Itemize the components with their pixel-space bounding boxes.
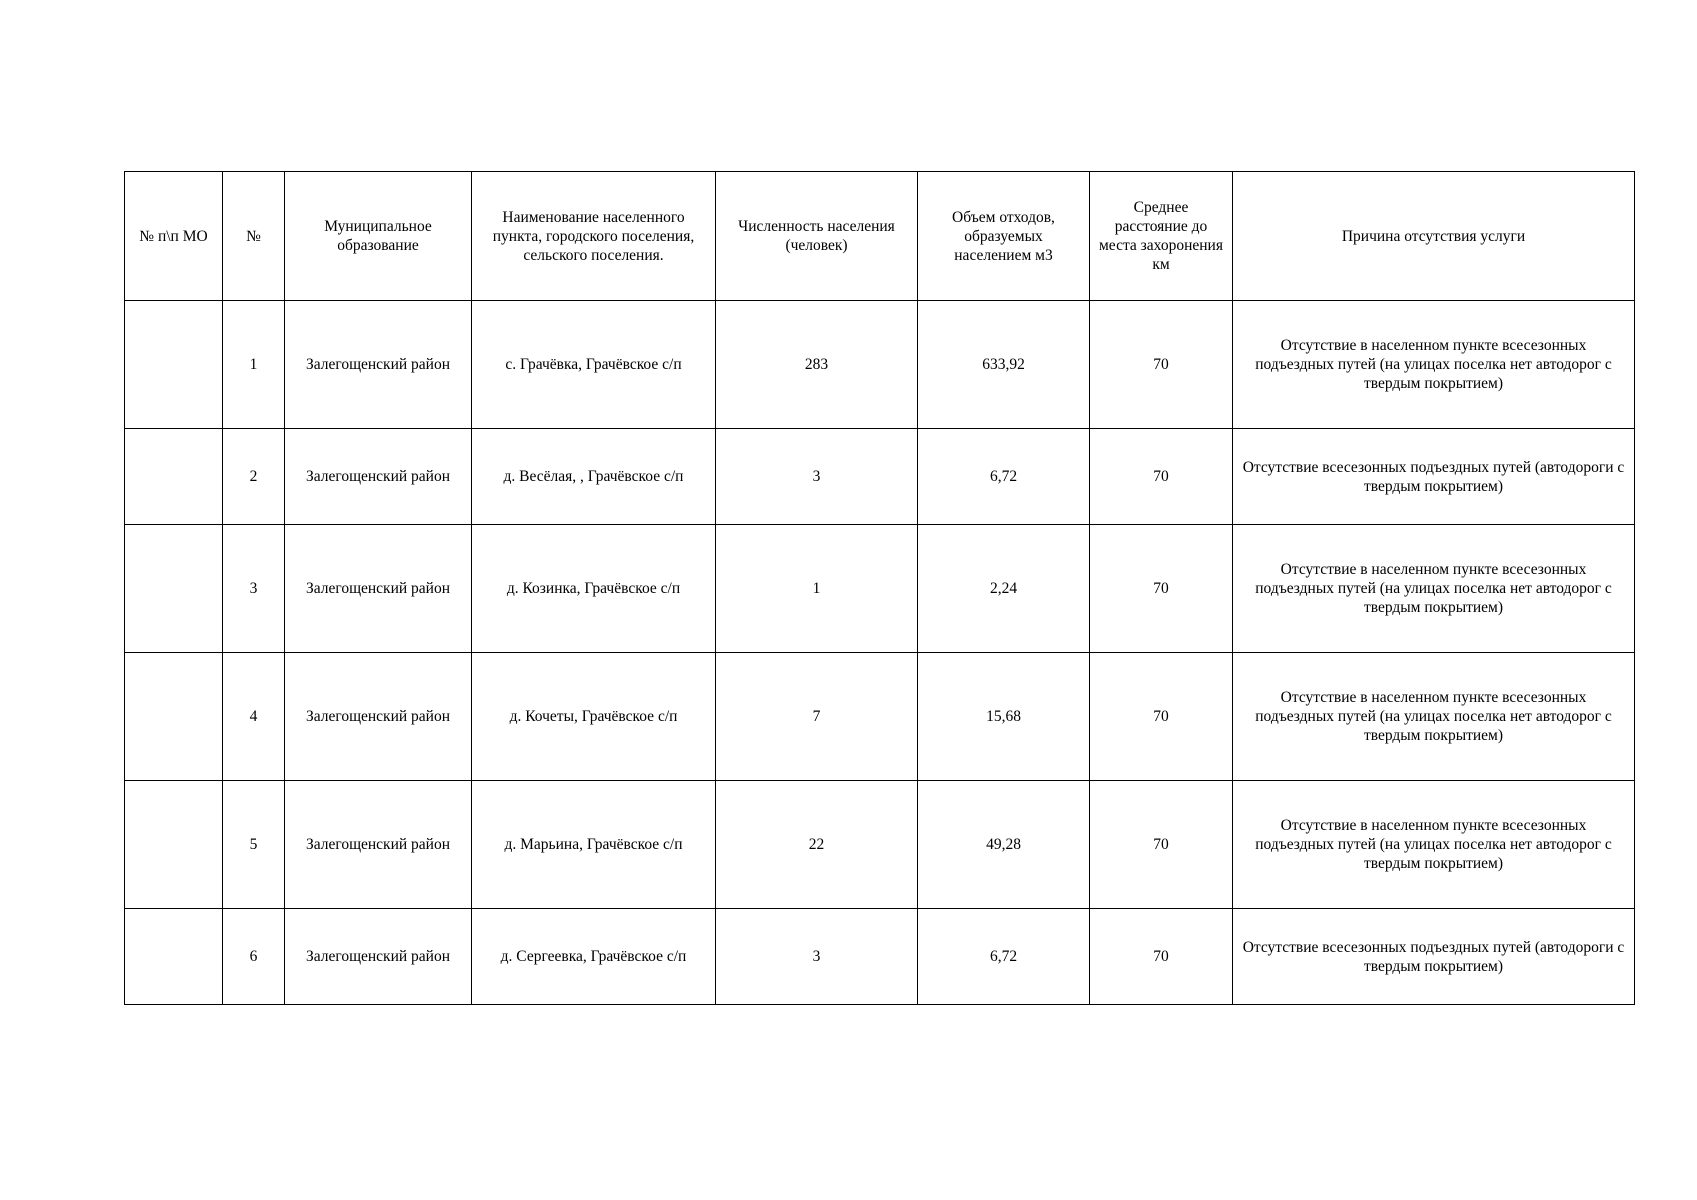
cell-number: 6 (223, 909, 285, 1005)
header-reason: Причина отсутствия услуги (1233, 172, 1635, 301)
cell-reason: Отсутствие всесезонных подъездных путей (автодороги с твердым покрытием) (1233, 909, 1635, 1005)
table-row (125, 781, 1635, 909)
table-row (125, 525, 1635, 653)
cell-reason: Отсутствие в населенном пункте всесезонных подъездных путей (на улицах поселка нет автодорог с твердым покрытием) (1233, 781, 1635, 909)
cell-population: 1 (716, 525, 918, 653)
cell-number: 4 (223, 653, 285, 781)
cell-population: 22 (716, 781, 918, 909)
cell-waste-volume: 49,28 (918, 781, 1090, 909)
table-row (125, 653, 1635, 781)
cell-mo-number (125, 909, 223, 1005)
cell-mo-number (125, 653, 223, 781)
cell-population: 283 (716, 301, 918, 429)
cell-reason: Отсутствие в населенном пункте всесезонных подъездных путей (на улицах поселка нет автодорог с твердым покрытием) (1233, 653, 1635, 781)
cell-settlement: д. Козинка, Грачёвское с/п (472, 525, 716, 653)
cell-mo-number (125, 429, 223, 525)
header-mo-number: № п\п МО (125, 172, 223, 301)
cell-waste-volume: 15,68 (918, 653, 1090, 781)
cell-waste-volume: 6,72 (918, 429, 1090, 525)
header-waste-volume: Объем отходов, образуемых населением м3 (918, 172, 1090, 301)
cell-reason: Отсутствие в населенном пункте всесезонных подъездных путей (на улицах поселка нет автодорог с твердым покрытием) (1233, 301, 1635, 429)
settlements-table (124, 171, 1635, 1005)
cell-settlement: с. Грачёвка, Грачёвское с/п (472, 301, 716, 429)
cell-municipality: Залегощенский район (285, 653, 472, 781)
cell-waste-volume: 2,24 (918, 525, 1090, 653)
header-population: Численность населения (человек) (716, 172, 918, 301)
cell-mo-number (125, 301, 223, 429)
header-municipality: Муниципальное образование (285, 172, 472, 301)
cell-distance: 70 (1090, 525, 1233, 653)
cell-population: 3 (716, 909, 918, 1005)
table-header-row (125, 172, 1635, 301)
cell-waste-volume: 633,92 (918, 301, 1090, 429)
cell-settlement: д. Сергеевка, Грачёвское с/п (472, 909, 716, 1005)
cell-distance: 70 (1090, 429, 1233, 525)
cell-number: 5 (223, 781, 285, 909)
header-number: № (223, 172, 285, 301)
cell-distance: 70 (1090, 653, 1233, 781)
cell-reason: Отсутствие в населенном пункте всесезонных подъездных путей (на улицах поселка нет автодорог с твердым покрытием) (1233, 525, 1635, 653)
cell-distance: 70 (1090, 909, 1233, 1005)
cell-municipality: Залегощенский район (285, 525, 472, 653)
cell-population: 3 (716, 429, 918, 525)
cell-number: 3 (223, 525, 285, 653)
header-distance: Среднее расстояние до места захоронения км (1090, 172, 1233, 301)
cell-settlement: д. Кочеты, Грачёвское с/п (472, 653, 716, 781)
cell-distance: 70 (1090, 301, 1233, 429)
table-row (125, 909, 1635, 1005)
cell-municipality: Залегощенский район (285, 301, 472, 429)
cell-number: 2 (223, 429, 285, 525)
cell-municipality: Залегощенский район (285, 429, 472, 525)
cell-distance: 70 (1090, 781, 1233, 909)
cell-number: 1 (223, 301, 285, 429)
cell-population: 7 (716, 653, 918, 781)
cell-municipality: Залегощенский район (285, 781, 472, 909)
table-row (125, 301, 1635, 429)
table-row (125, 429, 1635, 525)
header-settlement: Наименование населенного пункта, городского поселения, сельского поселения. (472, 172, 716, 301)
cell-municipality: Залегощенский район (285, 909, 472, 1005)
cell-settlement: д. Весёлая, , Грачёвское с/п (472, 429, 716, 525)
cell-settlement: д. Марьина, Грачёвское с/п (472, 781, 716, 909)
cell-waste-volume: 6,72 (918, 909, 1090, 1005)
cell-mo-number (125, 781, 223, 909)
cell-mo-number (125, 525, 223, 653)
cell-reason: Отсутствие всесезонных подъездных путей (автодороги с твердым покрытием) (1233, 429, 1635, 525)
